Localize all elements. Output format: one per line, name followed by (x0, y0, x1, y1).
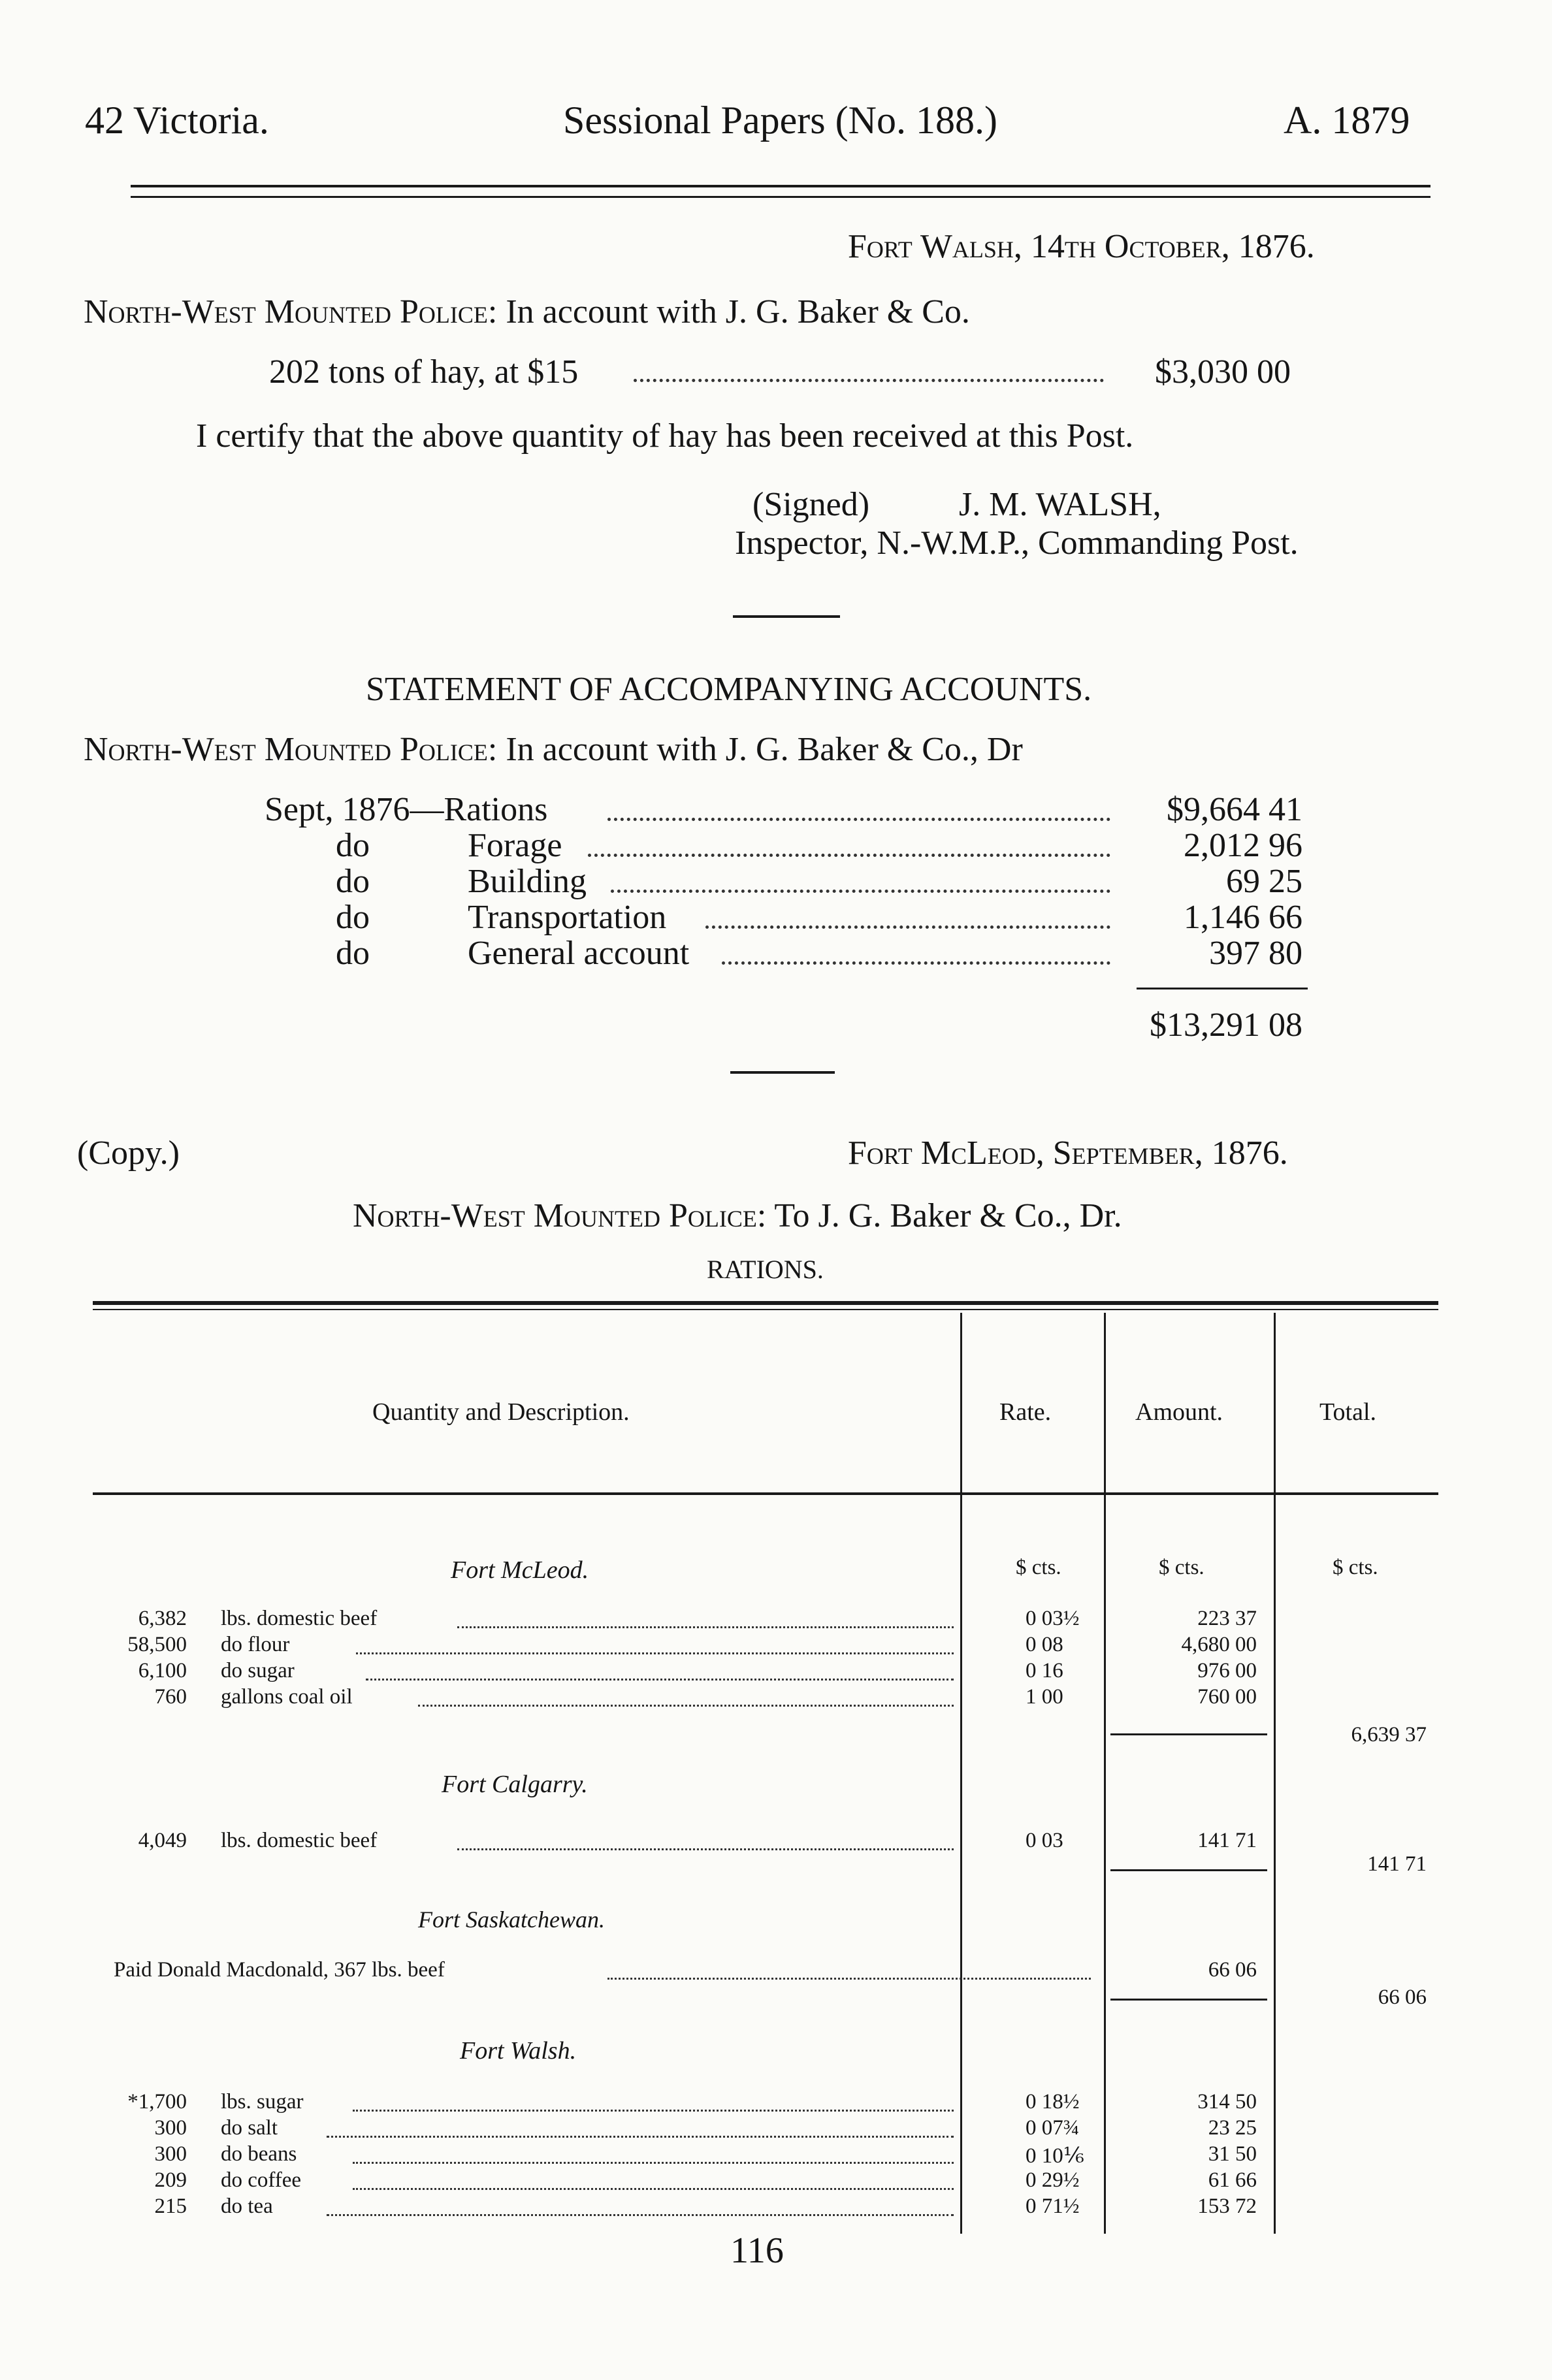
unit-label-rate: $ cts. (1016, 1556, 1061, 1579)
hay-party: North-West Mounted Police (84, 293, 488, 330)
row-leader (418, 1705, 954, 1707)
row-qty: 215 (154, 2195, 187, 2218)
statement-row-item: Forage (468, 827, 562, 864)
section-total: 141 71 (1367, 1852, 1427, 1876)
statement-leader (588, 854, 1110, 857)
statement-leader (722, 961, 1110, 965)
hay-signer-title: Inspector, N.-W.M.P., Commanding Post. (735, 524, 1299, 562)
hay-signer: J. M. WALSH, (959, 486, 1161, 523)
row-desc: do tea (221, 2195, 273, 2218)
section-name: Fort Calgarry. (442, 1771, 588, 1798)
hay-certify: I certify that the above quantity of hay has been received at this Post. (196, 417, 1134, 455)
section-divider-1 (733, 615, 840, 618)
row-qty: 209 (154, 2168, 187, 2192)
subtotal-rule (1110, 1999, 1267, 2001)
copy-party: North-West Mounted Police (353, 1197, 757, 1234)
row-rate: 0 03 (1026, 1829, 1063, 1852)
row-desc: lbs. sugar (221, 2090, 304, 2114)
row-rate: 0 07¾ (1026, 2116, 1080, 2140)
row-leader (457, 1848, 954, 1850)
row-rate: 1 00 (1026, 1685, 1063, 1709)
statement-leader (611, 890, 1110, 893)
unit-label-amount: $ cts. (1159, 1556, 1204, 1579)
copy-label: (Copy.) (77, 1134, 180, 1172)
statement-row-item: General account (468, 935, 690, 972)
statement-row-amount: $9,664 41 (1167, 791, 1302, 828)
statement-row-date: do (336, 863, 370, 900)
row-amount: 314 50 (1197, 2090, 1257, 2114)
copy-place-date: Fort McLeod, September, 1876. (848, 1134, 1288, 1172)
row-desc: do coffee (221, 2168, 302, 2192)
row-desc: do beans (221, 2142, 297, 2166)
table-col-divider-amount (1104, 1313, 1106, 2234)
section-total: 66 06 (1378, 1986, 1427, 2009)
row-qty: 300 (154, 2142, 187, 2166)
row-leader (353, 2162, 954, 2164)
row-amount: 61 66 (1208, 2168, 1257, 2192)
row-leader (327, 2214, 954, 2216)
subtotal-rule (1110, 1869, 1267, 1871)
header-rule-top (131, 185, 1431, 187)
section-divider-2 (730, 1071, 835, 1074)
row-rate: 0 08 (1026, 1633, 1063, 1656)
statement-row-date: do (336, 935, 370, 972)
statement-row-item: Rations (444, 791, 548, 828)
hay-place-date: Fort Walsh, 14th October, 1876. (848, 228, 1315, 265)
table-header-rule (93, 1492, 1438, 1495)
row-amount: 976 00 (1197, 1659, 1257, 1682)
hay-party-suffix: : In account with J. G. Baker & Co. (487, 293, 970, 330)
row-desc: Paid Donald Macdonald, 367 lbs. beef (114, 1958, 445, 1982)
hay-item-leader (634, 379, 1104, 382)
row-desc: do flour (221, 1633, 290, 1656)
statement-row-amount: 397 80 (1209, 935, 1302, 972)
row-leader (356, 1652, 954, 1654)
statement-row-amount: 69 25 (1226, 863, 1302, 900)
subtotal-rule (1110, 1733, 1267, 1735)
header-description: Quantity and Description. (372, 1398, 630, 1426)
row-desc: lbs. domestic beef (221, 1829, 378, 1852)
row-leader (327, 2136, 954, 2138)
row-leader (457, 1626, 954, 1628)
row-amount: 31 50 (1208, 2142, 1257, 2166)
header-total: Total. (1319, 1398, 1377, 1426)
row-rate: 0 18½ (1026, 2090, 1080, 2114)
row-qty: 6,382 (138, 1607, 187, 1630)
row-desc: do salt (221, 2116, 278, 2140)
statement-row-item: Transportation (468, 899, 667, 936)
row-leader (366, 1679, 954, 1680)
hay-amount: $3,030 00 (1155, 353, 1291, 391)
row-leader (607, 1978, 1091, 1980)
hay-party-line (84, 293, 970, 331)
row-qty: 300 (154, 2116, 187, 2140)
statement-title: STATEMENT OF ACCOMPANYING ACCOUNTS. (366, 671, 1092, 708)
header-amount: Amount. (1135, 1398, 1223, 1426)
row-rate: 0 16 (1026, 1659, 1063, 1682)
row-rate: 0 10⅙ (1026, 2144, 1084, 2168)
row-qty: 4,049 (138, 1829, 187, 1852)
row-amount: 141 71 (1197, 1829, 1257, 1852)
statement-row-amount: 2,012 96 (1184, 827, 1302, 864)
row-qty: 6,100 (138, 1659, 187, 1682)
header-right: A. 1879 (1284, 99, 1410, 142)
row-desc: do sugar (221, 1659, 295, 1682)
section-name: Fort Saskatchewan. (418, 1906, 605, 1933)
statement-row (265, 790, 547, 829)
row-qty: 760 (154, 1685, 187, 1709)
page-number: 116 (730, 2230, 784, 2271)
section-total: 6,639 37 (1351, 1723, 1427, 1746)
hay-item: 202 tons of hay, at $15 (269, 353, 579, 391)
row-amount: 23 25 (1208, 2116, 1257, 2140)
row-amount: 223 37 (1197, 1607, 1257, 1630)
copy-party-suffix: : To J. G. Baker & Co., Dr. (756, 1197, 1122, 1234)
table-top-rule-thin (93, 1309, 1438, 1310)
statement-row-item: Building (468, 863, 587, 900)
row-amount: 4,680 00 (1181, 1633, 1257, 1656)
statement-total: $13,291 08 (1150, 1006, 1302, 1044)
section-name: Fort McLeod. (451, 1556, 589, 1584)
row-qty: *1,700 (127, 2090, 187, 2114)
header-rule-bottom (131, 196, 1431, 198)
row-desc: lbs. domestic beef (221, 1607, 378, 1630)
statement-sum-rule (1137, 988, 1308, 989)
row-rate: 0 29½ (1026, 2168, 1080, 2192)
row-desc: gallons coal oil (221, 1685, 353, 1709)
statement-row-date: do (336, 827, 370, 864)
table-col-divider-total (1274, 1313, 1276, 2234)
statement-leader (607, 818, 1110, 821)
statement-leader (705, 925, 1110, 929)
header-center: Sessional Papers (No. 188.) (563, 99, 997, 142)
row-amount: 66 06 (1208, 1958, 1257, 1982)
row-leader (353, 2188, 954, 2190)
statement-party-line (84, 730, 1023, 769)
statement-row-date: do (336, 899, 370, 936)
header-rate: Rate. (999, 1398, 1052, 1426)
row-amount: 153 72 (1197, 2195, 1257, 2218)
unit-label-total: $ cts. (1333, 1556, 1378, 1579)
statement-party-suffix: : In account with J. G. Baker & Co., Dr (487, 731, 1023, 768)
table-top-rule (93, 1301, 1438, 1305)
row-rate: 0 03½ (1026, 1607, 1080, 1630)
row-amount: 760 00 (1197, 1685, 1257, 1709)
row-rate: 0 71½ (1026, 2195, 1080, 2218)
section-name: Fort Walsh. (460, 2037, 577, 2065)
table-col-divider-rate (960, 1313, 962, 2234)
statement-party: North-West Mounted Police (84, 731, 488, 768)
hay-signed-label: (Signed) (752, 486, 870, 523)
row-qty: 58,500 (127, 1633, 187, 1656)
header-left: 42 Victoria. (85, 99, 269, 142)
copy-subtitle: RATIONS. (707, 1255, 824, 1284)
copy-party-line (353, 1197, 1122, 1235)
statement-row-date: Sept, 1876— (265, 791, 444, 828)
statement-row-amount: 1,146 66 (1184, 899, 1302, 936)
row-leader (353, 2110, 954, 2112)
